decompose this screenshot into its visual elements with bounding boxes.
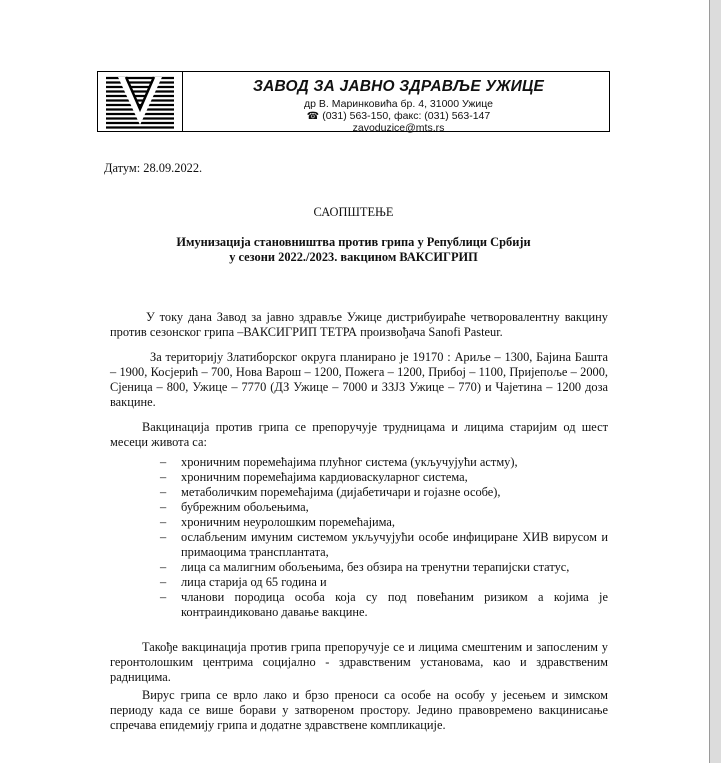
document-date: Датум: 28.09.2022. [104, 161, 203, 175]
letterhead [97, 71, 610, 132]
list-dash: – [160, 455, 167, 469]
org-phone-fax: (031) 563-150, факс: (031) 563-147 [322, 110, 491, 122]
list-dash: – [160, 470, 167, 484]
list-item: – бубрежним обољењима, [160, 500, 309, 514]
paragraph-allocation: За територију Златиборског округа планирано је 19170 : Ариље – 1300, Бајина Башта – 1900, Косјерић – 700, Нова Варош – 1200, Пожега – 1200, Прибој – 1100, Пријепоље – 2000, Сјеница – 800, Ужице – 7770 (ДЗ Ужице – 7000 и ЗЗЈЗ Ужице – 770) и Чајетина – 1200 доза вакцине. [110, 350, 608, 409]
list-item: – хроничним неуролошким поремећајима, [160, 515, 396, 529]
org-phone-line [188, 110, 609, 122]
list-item: – чланови породица особа која су под повећаним ризиком а којима је контраиндиковано давање вакцине. [160, 590, 608, 619]
paragraph-transmission: Вирус грипа се врло лако и брзо преноси са особе на особу у јесењем и зимском периоду када се више борави у затвореном простору. Једино правовремено вакцинисање спречава епидемију грипа и додатне здравствене компликације. [110, 688, 608, 732]
list-dash: – [160, 575, 167, 589]
list-item: – хроничним поремећајима кардиоваскуларног система, [160, 470, 468, 484]
window-edge [709, 0, 721, 763]
list-item: – метаболичким поремећајима (дијабетичари и гојазне особе), [160, 485, 501, 499]
list-dash: – [160, 530, 167, 544]
paragraph-recommendation: Вакцинација против грипа се препоручује трудницама и лицима старијим од шест месеци живота са: [110, 420, 608, 449]
org-address: др В. Маринковића бр. 4, 31000 Ужице [304, 98, 493, 110]
paragraph-other-groups: Такође вакцинација против грипа препоручује се и лицима смештеним и запосленим у геронтолошким центрима социјално - здравственим установама, као и здравственим радницима. [110, 640, 608, 684]
list-item: – ослабљеним имуним системом укључујући особе инфициране ХИВ вирусом и примаоцима трансплантата, [160, 530, 608, 559]
list-dash: – [160, 590, 167, 604]
list-item: – лица са малигним обољењима, без обзира на тренутни терапијски статус, [160, 560, 570, 574]
risk-group-list [160, 455, 608, 620]
list-item: – лица старија од 65 година и [160, 575, 327, 589]
document-title-line2: у сезони 2022./2023. вакцином ВАКСИГРИП [229, 250, 478, 264]
list-item: – хроничним поремећајима плућног система (укључујући астму), [160, 455, 518, 469]
list-dash: – [160, 515, 167, 529]
org-email[interactable]: zavoduzice@mts.rs [352, 122, 445, 134]
logo-cell [98, 72, 183, 131]
document-title-line1: Имунизација становништва против грипа у Републици Србији [176, 235, 531, 249]
document-type: САОПШТЕЊЕ [313, 205, 394, 219]
list-dash: – [160, 485, 167, 499]
paragraph-distribution: У току дана Завод за јавно здравље Ужице дистрибуираће четворовалентну вакцину против сезонског грипа –ВАКСИГРИП ТЕТРА произвођача Sanofi Pasteur. [110, 310, 608, 339]
list-dash: – [160, 500, 167, 514]
org-name: ЗАВОД ЗА ЈАВНО ЗДРАВЉЕ УЖИЦЕ [252, 78, 545, 95]
list-dash: – [160, 560, 167, 574]
institute-logo-icon [104, 75, 176, 130]
telephone-icon: ☎ [306, 111, 320, 122]
